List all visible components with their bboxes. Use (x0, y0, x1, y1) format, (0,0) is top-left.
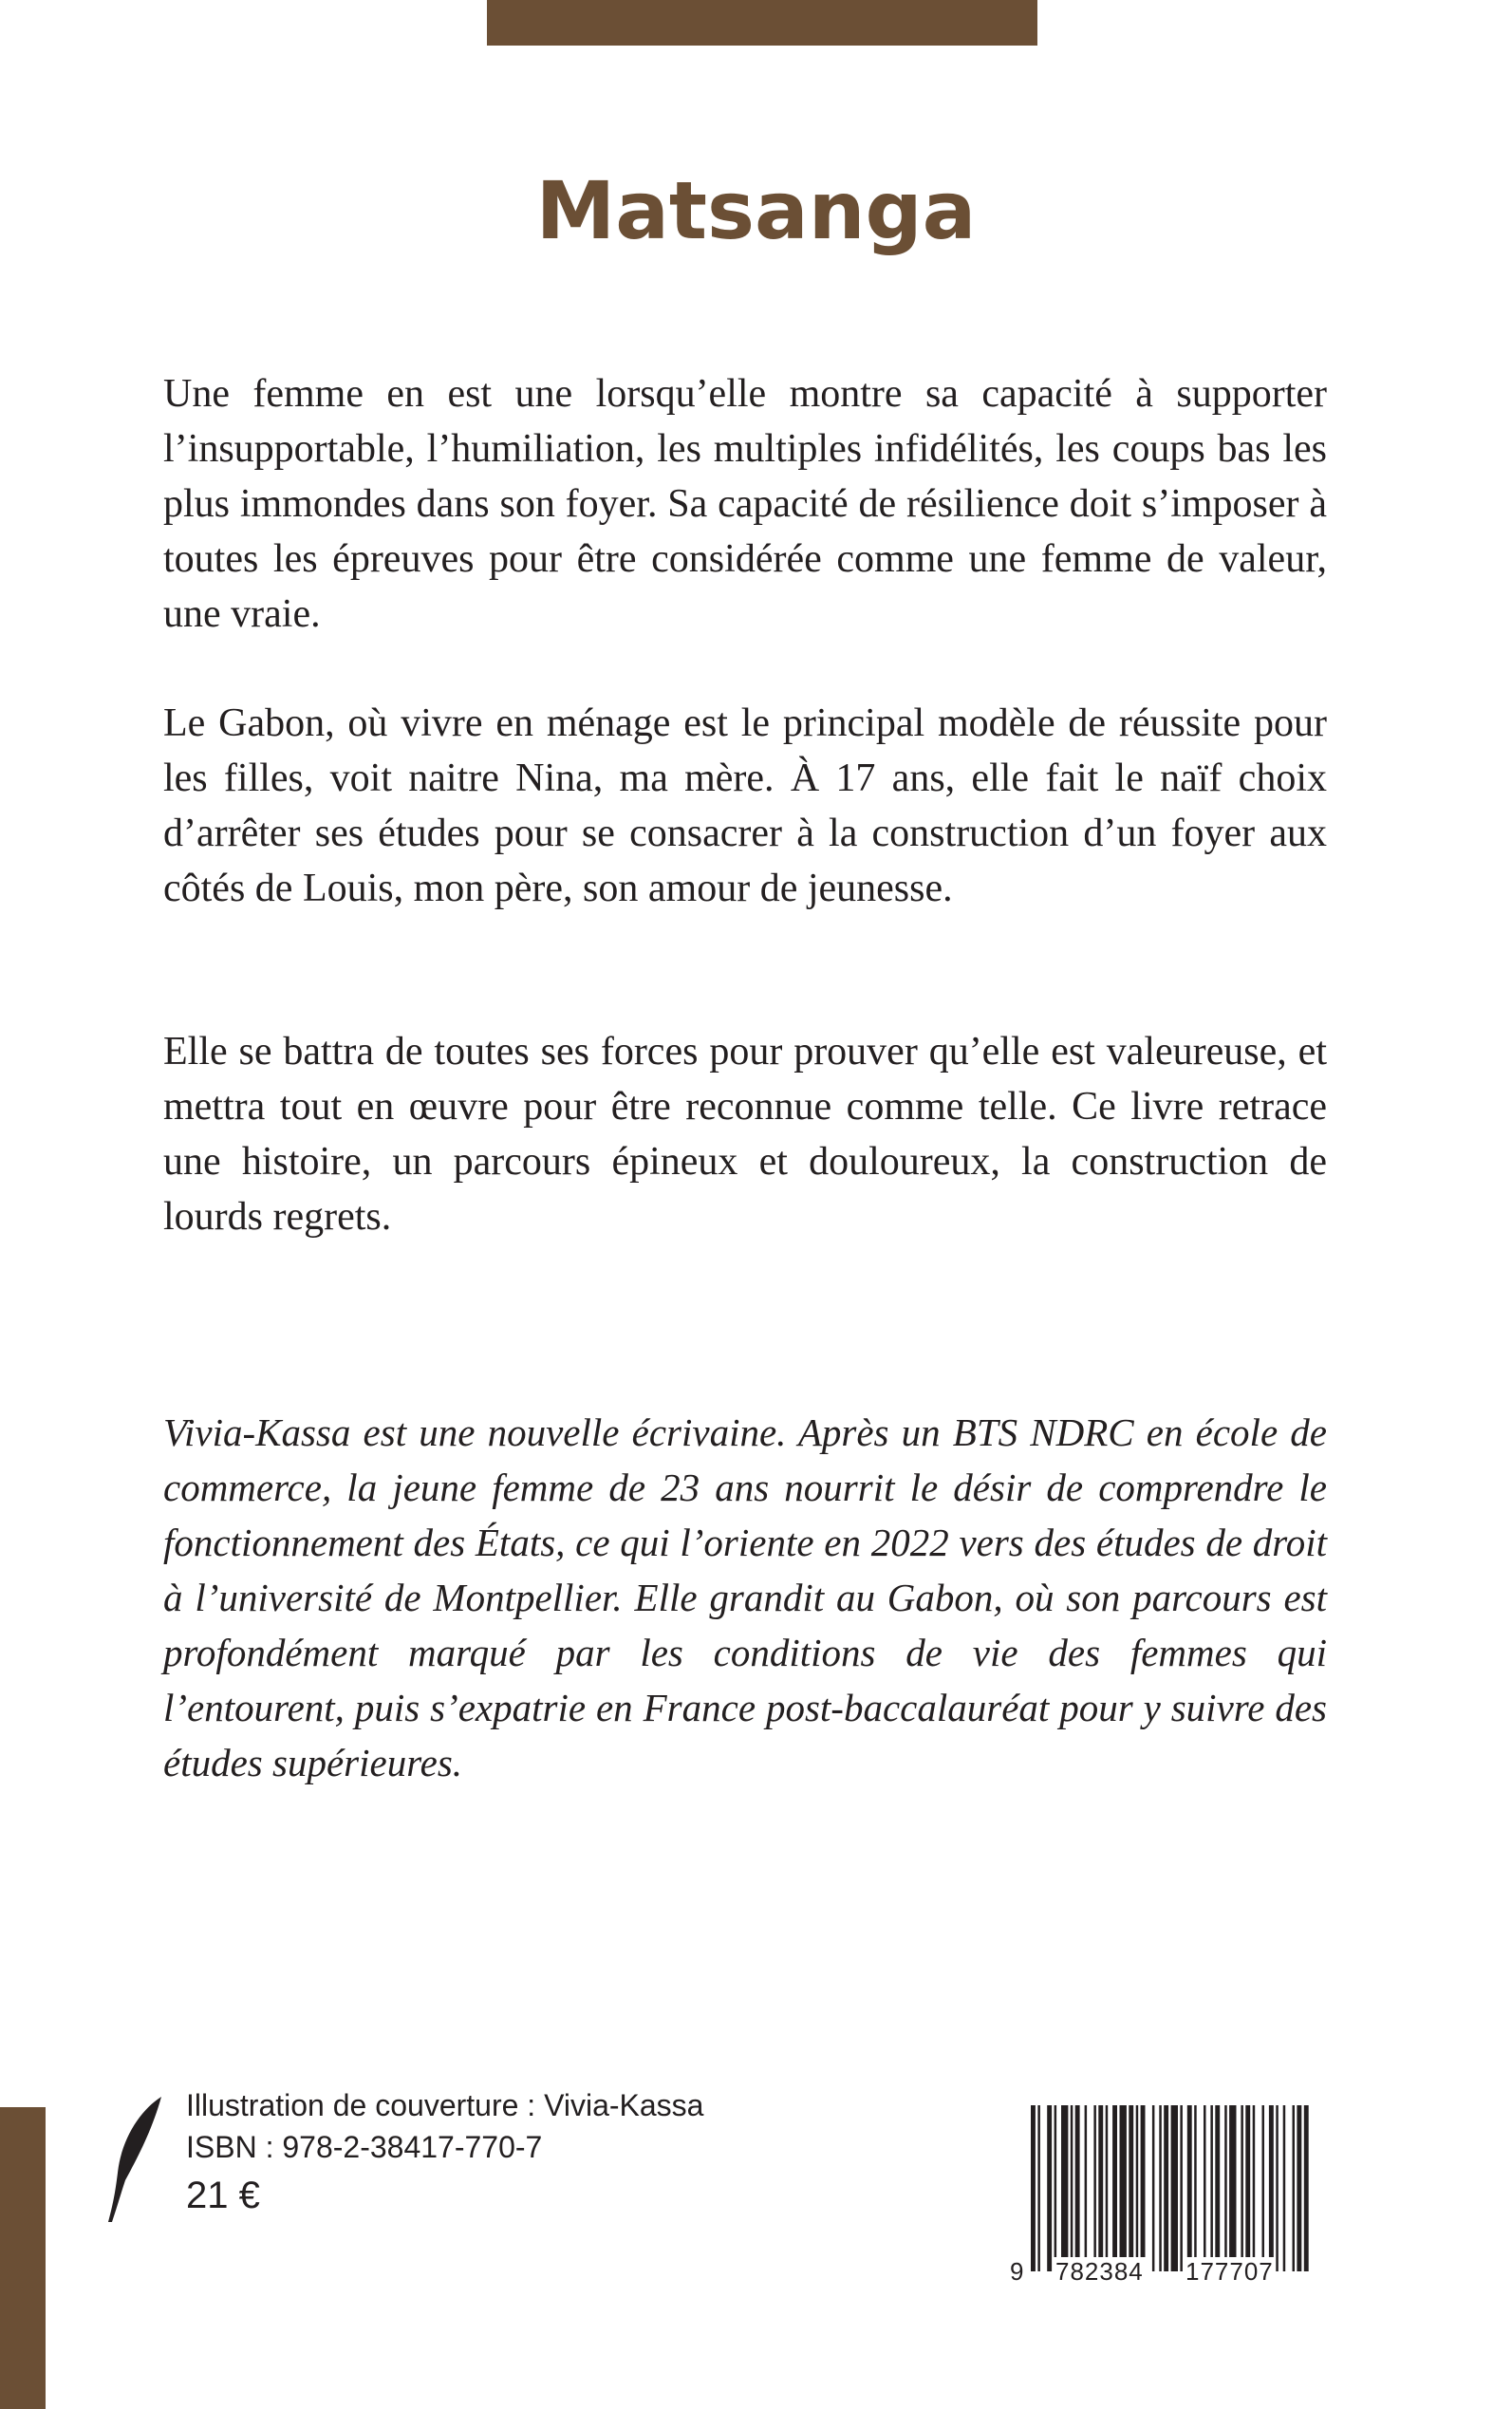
barcode-bar (1136, 2105, 1139, 2271)
blurb-paragraph-2 (163, 696, 1327, 916)
barcode-bar (1120, 2105, 1127, 2271)
barcode-bar (1229, 2105, 1236, 2271)
barcode-bar (1031, 2105, 1036, 2271)
barcode-bar (1061, 2105, 1068, 2271)
barcode-bar (1129, 2105, 1133, 2271)
barcode-bar (1075, 2105, 1080, 2271)
price: 21 € (186, 2175, 260, 2216)
barcode-icon (1010, 2105, 1310, 2312)
barcode-bar (1262, 2105, 1265, 2271)
barcode-bar (1276, 2105, 1279, 2271)
barcode-bar (1241, 2105, 1243, 2271)
barcode-bar (1215, 2105, 1220, 2271)
blurb-text: Elle se battra de toutes ses forces pour prouver qu’elle est valeureuse, et mettra tout en œuvre pour être reconnue comme telle. Ce livre retrace une histoire, un parcours épineux et douloureux, la construction de lourds regrets. (163, 1030, 1327, 1239)
barcode-bar (1152, 2105, 1155, 2271)
barcode-digits-left: 782384 (1055, 2257, 1144, 2286)
barcode-bar (1098, 2105, 1103, 2271)
barcode-bar (1224, 2105, 1227, 2271)
barcode-bar (1037, 2105, 1040, 2271)
barcode-bar (1159, 2105, 1162, 2271)
barcode-bar (1194, 2105, 1197, 2271)
barcode-bar (1171, 2105, 1178, 2271)
barcode-bar (1253, 2105, 1256, 2271)
barcode-bar (1112, 2105, 1117, 2271)
barcode-bar (1180, 2105, 1183, 2271)
barcode-bar (1106, 2105, 1109, 2271)
blurb-paragraph-1 (163, 366, 1327, 642)
book-title: Matsanga (535, 164, 977, 257)
barcode-bar (1210, 2105, 1213, 2271)
barcode-bar (1204, 2105, 1206, 2271)
barcode-digits (1010, 2257, 1310, 2295)
feather-icon (104, 2093, 165, 2226)
blurb-text: Une femme en est une lorsqu’elle montre sa capacité à supporter l’insupportable, l’humiliation, les multiples infidélités, les coups bas les plus immondes dans son foyer. Sa capacité de résilience doit s’imposer à toutes les épreuves pour être considérée comme une femme de valeur, une vraie. (163, 372, 1327, 636)
left-accent-bar (0, 2107, 46, 2409)
barcode-bar (1187, 2105, 1192, 2271)
barcode-bar (1283, 2105, 1286, 2271)
barcode-bar (1269, 2105, 1274, 2271)
barcode-bar (1293, 2105, 1296, 2271)
barcode-bar (1304, 2105, 1309, 2271)
barcode-bar (1085, 2105, 1088, 2271)
blurb-text: Le Gabon, où vivre en ménage est le principal modèle de réussite pour les filles, voit naitre Nina, ma mère. À 17 ans, elle fait le naïf choix d’arrêter ses études pour se consacrer à la construction d’un foyer aux côtés de Louis, mon père, son amour de jeunesse. (163, 701, 1327, 910)
isbn-text: ISBN : 978-2-38417-770-7 (186, 2130, 543, 2164)
barcode-digits-right: 177707 (1185, 2257, 1274, 2286)
barcode-bar (1245, 2105, 1250, 2271)
illustration-credit: Illustration de couverture : Vivia-Kassa (186, 2088, 704, 2122)
barcode-bar (1141, 2105, 1146, 2271)
barcode-bar (1071, 2105, 1073, 2271)
barcode-bar (1055, 2105, 1057, 2271)
author-bio: Vivia-Kassa est une nouvelle écrivaine. Après un BTS NDRC en école de commerce, la jeune femme de 23 ans nourrit le désir de comprendre le fonctionnement des États, ce qui l’oriente en 2022 vers des études de droit à l’université de Montpellier. Elle grandit au Gabon, où son parcours est profondément marqué par les conditions de vie des femmes qui l’entourent, puis s’expatrie en France post-baccalauréat pour y suivre des études supérieures. (163, 1410, 1327, 1784)
top-accent-bar (487, 0, 1037, 46)
blurb-paragraph-3 (163, 1024, 1327, 1244)
barcode-bar (1093, 2105, 1096, 2271)
credits-block (186, 2084, 703, 2223)
barcode-bar (1297, 2105, 1301, 2271)
barcode-digit-first: 9 (1010, 2257, 1025, 2286)
barcode-bar (1047, 2105, 1052, 2271)
barcode-bar (1164, 2105, 1168, 2271)
